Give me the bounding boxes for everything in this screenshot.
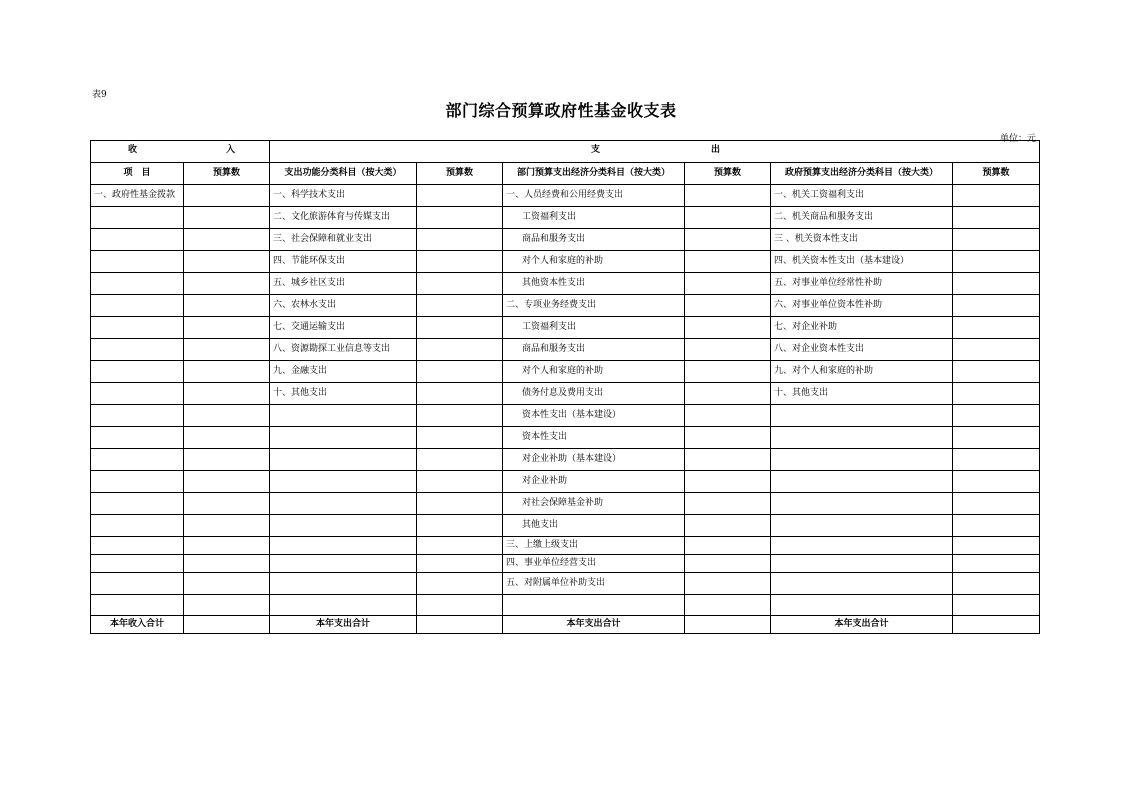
func-amount-cell: [417, 405, 503, 427]
dept-item-cell: [503, 595, 685, 616]
table-row: [91, 383, 1040, 405]
gov-amount-cell: [953, 405, 1040, 427]
dept-item-cell: 其他资本性支出: [503, 273, 685, 295]
gov-amount-cell: [953, 595, 1040, 616]
dept-item-cell: 债务付息及费用支出: [503, 383, 685, 405]
gov-item-cell: [771, 555, 953, 573]
table-row: [91, 595, 1040, 616]
dept-item-cell: 三、上缴上级支出: [503, 537, 685, 555]
gov-amount-cell: [953, 361, 1040, 383]
dept-item-cell: 工资福利支出: [503, 317, 685, 339]
table-row: [91, 361, 1040, 383]
dept-item-cell: 商品和服务支出: [503, 229, 685, 251]
col-header-item: 项 目: [91, 163, 184, 185]
gov-amount-cell: [953, 573, 1040, 595]
gov-amount-cell: [953, 295, 1040, 317]
gov-amount-cell: [953, 537, 1040, 555]
func-item-cell: 十、其他支出: [270, 383, 417, 405]
func-item-cell: [270, 493, 417, 515]
income-item-cell: 一、政府性基金拨款: [91, 185, 184, 207]
func-item-cell: [270, 471, 417, 493]
dept-amount-cell: [685, 595, 771, 616]
table-row: [91, 537, 1040, 555]
func-amount-cell: [417, 229, 503, 251]
dept-amount-cell: [685, 273, 771, 295]
income-amount-cell: [184, 361, 270, 383]
income-amount-cell: [184, 537, 270, 555]
dept-amount-cell: [685, 573, 771, 595]
func-item-cell: [270, 537, 417, 555]
func-item-cell: 一、科学技术支出: [270, 185, 417, 207]
gov-item-cell: 六、对事业单位资本性补助: [771, 295, 953, 317]
income-amount-cell: [184, 449, 270, 471]
func-amount-cell: [417, 251, 503, 273]
income-char-a: 收: [128, 144, 138, 155]
income-amount-cell: [184, 515, 270, 537]
income-item-cell: [91, 493, 184, 515]
income-amount-cell: [184, 251, 270, 273]
gov-item-cell: 五、对事业单位经常性补助: [771, 273, 953, 295]
totals-row: [91, 616, 1040, 634]
expense-char-b: 出: [711, 144, 721, 155]
gov-amount-cell: [953, 427, 1040, 449]
gov-item-cell: [771, 405, 953, 427]
income-item-cell: [91, 361, 184, 383]
gov-item-cell: [771, 493, 953, 515]
income-amount-cell: [184, 185, 270, 207]
gov-amount-cell: [953, 339, 1040, 361]
table-row: [91, 251, 1040, 273]
dept-item-cell: 四、事业单位经营支出: [503, 555, 685, 573]
dept-item-cell: 其他支出: [503, 515, 685, 537]
total-func-label: 本年支出合计: [270, 616, 417, 634]
gov-amount-cell: [953, 515, 1040, 537]
table-row: [91, 295, 1040, 317]
func-amount-cell: [417, 361, 503, 383]
table-row: [91, 229, 1040, 251]
page-title: 部门综合预算政府性基金收支表: [445, 101, 677, 120]
func-amount-cell: [417, 273, 503, 295]
income-amount-cell: [184, 595, 270, 616]
table-row: [91, 493, 1040, 515]
gov-item-cell: [771, 595, 953, 616]
gov-item-cell: [771, 427, 953, 449]
func-amount-cell: [417, 207, 503, 229]
func-amount-cell: [417, 595, 503, 616]
dept-amount-cell: [685, 537, 771, 555]
dept-item-cell: 对个人和家庭的补助: [503, 361, 685, 383]
func-item-cell: 五、城乡社区支出: [270, 273, 417, 295]
gov-item-cell: 一、机关工资福利支出: [771, 185, 953, 207]
income-item-cell: [91, 555, 184, 573]
income-item-cell: [91, 427, 184, 449]
total-income-label: 本年收入合计: [91, 616, 184, 634]
func-amount-cell: [417, 471, 503, 493]
dept-item-cell: 对社会保障基金补助: [503, 493, 685, 515]
func-item-cell: 七、交通运输支出: [270, 317, 417, 339]
total-gov-amount: [953, 616, 1040, 634]
dept-amount-cell: [685, 295, 771, 317]
gov-item-cell: 十、其他支出: [771, 383, 953, 405]
func-amount-cell: [417, 317, 503, 339]
income-item-cell: [91, 251, 184, 273]
income-char-b: 入: [226, 144, 236, 155]
col-header-func: 支出功能分类科目（按大类）: [270, 163, 417, 185]
table-row: [91, 339, 1040, 361]
dept-amount-cell: [685, 515, 771, 537]
table-row: [91, 185, 1040, 207]
income-item-cell: [91, 573, 184, 595]
income-item-cell: [91, 383, 184, 405]
col-header-dept-amount: 预算数: [685, 163, 771, 185]
dept-amount-cell: [685, 383, 771, 405]
budget-table: [90, 140, 1040, 634]
gov-amount-cell: [953, 317, 1040, 339]
income-amount-cell: [184, 573, 270, 595]
gov-item-cell: [771, 515, 953, 537]
dept-item-cell: 对企业补助: [503, 471, 685, 493]
header-row-columns: [91, 163, 1040, 185]
gov-amount-cell: [953, 251, 1040, 273]
income-item-cell: [91, 449, 184, 471]
income-amount-cell: [184, 493, 270, 515]
gov-amount-cell: [953, 383, 1040, 405]
dept-item-cell: 工资福利支出: [503, 207, 685, 229]
func-item-cell: [270, 555, 417, 573]
table-row: [91, 449, 1040, 471]
col-header-gov-amount: 预算数: [953, 163, 1040, 185]
dept-item-cell: 对个人和家庭的补助: [503, 251, 685, 273]
func-item-cell: [270, 449, 417, 471]
table-row: [91, 405, 1040, 427]
dept-amount-cell: [685, 251, 771, 273]
dept-item-cell: 对企业补助（基本建设）: [503, 449, 685, 471]
income-amount-cell: [184, 295, 270, 317]
table-number: 表9: [92, 90, 107, 100]
income-item-cell: [91, 595, 184, 616]
table-row: [91, 317, 1040, 339]
income-amount-cell: [184, 229, 270, 251]
gov-item-cell: 三 、机关资本性支出: [771, 229, 953, 251]
income-item-cell: [91, 207, 184, 229]
func-item-cell: 八、资源勘探工业信息等支出: [270, 339, 417, 361]
unit-label: 单位：元: [999, 134, 1036, 144]
dept-item-cell: 二、专项业务经费支出: [503, 295, 685, 317]
income-item-cell: [91, 273, 184, 295]
total-func-amount: [417, 616, 503, 634]
func-amount-cell: [417, 295, 503, 317]
func-amount-cell: [417, 555, 503, 573]
func-item-cell: [270, 405, 417, 427]
income-amount-cell: [184, 427, 270, 449]
income-amount-cell: [184, 317, 270, 339]
gov-amount-cell: [953, 471, 1040, 493]
func-item-cell: 四、节能环保支出: [270, 251, 417, 273]
dept-item-cell: 商品和服务支出: [503, 339, 685, 361]
gov-item-cell: 二、机关商品和服务支出: [771, 207, 953, 229]
dept-amount-cell: [685, 427, 771, 449]
dept-amount-cell: [685, 361, 771, 383]
func-amount-cell: [417, 515, 503, 537]
func-amount-cell: [417, 427, 503, 449]
col-header-dept: 部门预算支出经济分类科目（按大类）: [503, 163, 685, 185]
gov-item-cell: 四、机关资本性支出（基本建设）: [771, 251, 953, 273]
income-amount-cell: [184, 207, 270, 229]
func-amount-cell: [417, 537, 503, 555]
dept-amount-cell: [685, 555, 771, 573]
table-row: [91, 515, 1040, 537]
total-dept-label: 本年支出合计: [503, 616, 685, 634]
gov-item-cell: 九、对个人和家庭的补助: [771, 361, 953, 383]
income-amount-cell: [184, 339, 270, 361]
income-amount-cell: [184, 471, 270, 493]
gov-item-cell: [771, 449, 953, 471]
income-item-cell: [91, 471, 184, 493]
gov-amount-cell: [953, 449, 1040, 471]
total-dept-amount: [685, 616, 771, 634]
income-amount-cell: [184, 273, 270, 295]
expense-group-header: [270, 141, 1040, 163]
table-row: [91, 273, 1040, 295]
income-item-cell: [91, 295, 184, 317]
header-row-top: [91, 141, 1040, 163]
gov-amount-cell: [953, 207, 1040, 229]
func-amount-cell: [417, 573, 503, 595]
income-item-cell: [91, 339, 184, 361]
gov-amount-cell: [953, 493, 1040, 515]
func-item-cell: [270, 515, 417, 537]
func-amount-cell: [417, 185, 503, 207]
dept-amount-cell: [685, 185, 771, 207]
income-group-header: [91, 141, 270, 163]
table-row: [91, 573, 1040, 595]
func-item-cell: 九、金融支出: [270, 361, 417, 383]
dept-amount-cell: [685, 493, 771, 515]
func-amount-cell: [417, 383, 503, 405]
income-amount-cell: [184, 405, 270, 427]
total-income-amount: [184, 616, 270, 634]
dept-item-cell: 资本性支出（基本建设）: [503, 405, 685, 427]
dept-amount-cell: [685, 207, 771, 229]
dept-amount-cell: [685, 339, 771, 361]
func-item-cell: [270, 573, 417, 595]
col-header-func-amount: 预算数: [417, 163, 503, 185]
income-item-cell: [91, 317, 184, 339]
income-item-cell: [91, 537, 184, 555]
gov-item-cell: 八、对企业资本性支出: [771, 339, 953, 361]
dept-amount-cell: [685, 471, 771, 493]
dept-item-cell: 资本性支出: [503, 427, 685, 449]
expense-char-a: 支: [591, 144, 601, 155]
gov-amount-cell: [953, 273, 1040, 295]
func-item-cell: [270, 427, 417, 449]
col-header-gov: 政府预算支出经济分类科目（按大类）: [771, 163, 953, 185]
income-item-cell: [91, 405, 184, 427]
income-item-cell: [91, 515, 184, 537]
dept-amount-cell: [685, 405, 771, 427]
func-item-cell: 三、社会保障和就业支出: [270, 229, 417, 251]
func-amount-cell: [417, 339, 503, 361]
gov-amount-cell: [953, 185, 1040, 207]
table-row: [91, 555, 1040, 573]
col-header-income-amount: 预算数: [184, 163, 270, 185]
dept-amount-cell: [685, 229, 771, 251]
total-gov-label: 本年支出合计: [771, 616, 953, 634]
table-row: [91, 427, 1040, 449]
gov-item-cell: 七、对企业补助: [771, 317, 953, 339]
gov-amount-cell: [953, 555, 1040, 573]
func-amount-cell: [417, 449, 503, 471]
dept-amount-cell: [685, 317, 771, 339]
table-row: [91, 471, 1040, 493]
dept-amount-cell: [685, 449, 771, 471]
gov-amount-cell: [953, 229, 1040, 251]
func-item-cell: 二、文化旅游体育与传媒支出: [270, 207, 417, 229]
income-item-cell: [91, 229, 184, 251]
gov-item-cell: [771, 471, 953, 493]
dept-item-cell: 一、人员经费和公用经费支出: [503, 185, 685, 207]
func-amount-cell: [417, 493, 503, 515]
func-item-cell: 六、农林水支出: [270, 295, 417, 317]
func-item-cell: [270, 595, 417, 616]
table-row: [91, 207, 1040, 229]
gov-item-cell: [771, 537, 953, 555]
income-amount-cell: [184, 383, 270, 405]
dept-item-cell: 五、对附属单位补助支出: [503, 573, 685, 595]
income-amount-cell: [184, 555, 270, 573]
gov-item-cell: [771, 573, 953, 595]
